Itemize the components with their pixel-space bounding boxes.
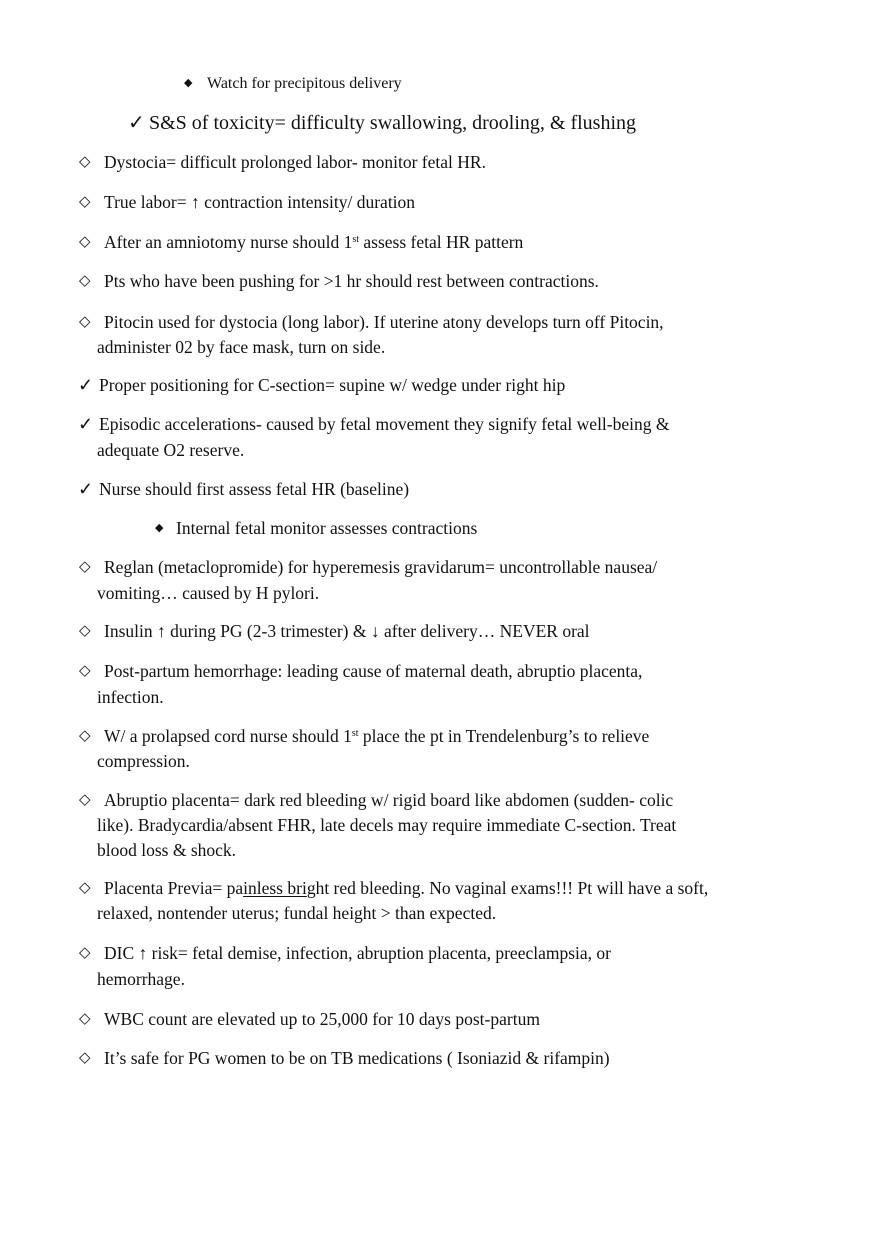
diamond-outline-icon: ◇: [79, 663, 91, 679]
note-text: Reglan (metaclopromide) for hyperemesis gravidarum= uncontrollable nausea/: [104, 557, 658, 577]
up-arrow-icon: ↑: [138, 943, 148, 963]
diamond-outline-icon: ◇: [79, 314, 91, 330]
diamond-bullet-icon: ◆: [155, 522, 164, 534]
note-text: Pts who have been pushing for >1 hr should rest between contractions.: [104, 271, 599, 291]
diamond-outline-icon: ◇: [79, 880, 91, 896]
down-arrow-icon: ↓: [370, 621, 380, 641]
diamond-outline-icon: ◇: [79, 194, 91, 210]
note-text: Dystocia= difficult prolonged labor- monitor fetal HR.: [104, 152, 486, 172]
checkmark-icon: ✓: [78, 479, 94, 499]
diamond-outline-icon: ◇: [79, 559, 91, 575]
note-text: It’s safe for PG women to be on TB medications ( Isoniazid & rifampin): [104, 1048, 610, 1068]
diamond-outline-icon: ◇: [79, 623, 91, 639]
note-text: Placenta Previa= painless bright red bleeding. No vaginal exams!!! Pt will have a soft,: [104, 878, 709, 898]
checkmark-icon: ✓: [128, 112, 145, 134]
note-text: WBC count are elevated up to 25,000 for 10 days post-partum: [104, 1009, 540, 1029]
note-text: Episodic accelerations- caused by fetal movement they signify fetal well-being &: [99, 414, 670, 434]
note-text: Nurse should first assess fetal HR (baseline): [99, 479, 410, 499]
note-text: DIC ↑ risk= fetal demise, infection, abruption placenta, preeclampsia, or: [104, 943, 611, 963]
note-text: Internal fetal monitor assesses contractions: [176, 518, 478, 538]
note-text: Watch for precipitous delivery: [207, 75, 402, 92]
note-text-continued: like). Bradycardia/absent FHR, late decels may require immediate C-section. Treat: [97, 815, 677, 835]
note-text-continued: administer 02 by face mask, turn on side.: [97, 337, 386, 357]
note-text-continued: compression.: [97, 751, 190, 771]
note-text: S&S of toxicity= difficulty swallowing, drooling, & flushing: [149, 112, 637, 134]
note-text: True labor= ↑ contraction intensity/ duration: [104, 192, 416, 212]
note-text: Pitocin used for dystocia (long labor). If uterine atony develops turn off Pitocin,: [104, 312, 664, 332]
checkmark-icon: ✓: [78, 375, 94, 395]
diamond-outline-icon: ◇: [79, 273, 91, 289]
checkmark-icon: ✓: [78, 414, 94, 434]
diamond-bullet-icon: ◆: [184, 77, 193, 89]
diamond-outline-icon: ◇: [79, 945, 91, 961]
note-text: Abruptio placenta= dark red bleeding w/ rigid board like abdomen (sudden- colic: [104, 790, 674, 810]
diamond-outline-icon: ◇: [79, 234, 91, 250]
note-text: Proper positioning for C-section= supine w/ wedge under right hip: [99, 375, 566, 395]
note-text: Post-partum hemorrhage: leading cause of maternal death, abruptio placenta,: [104, 661, 643, 681]
diamond-outline-icon: ◇: [79, 1050, 91, 1066]
up-arrow-icon: ↑: [191, 192, 200, 212]
note-text-continued: relaxed, nontender uterus; fundal height > than expected.: [97, 903, 497, 923]
diamond-outline-icon: ◇: [79, 1011, 91, 1027]
note-text-continued: blood loss & shock.: [97, 840, 237, 860]
note-text-continued: adequate O2 reserve.: [97, 440, 245, 460]
diamond-outline-icon: ◇: [79, 728, 91, 744]
note-text: W/ a prolapsed cord nurse should 1st place the pt in Trendelenburg’s to relieve: [104, 726, 650, 746]
diamond-outline-icon: ◇: [79, 792, 91, 808]
diamond-outline-icon: ◇: [79, 154, 91, 170]
note-text-continued: vomiting… caused by H pylori.: [97, 583, 320, 603]
note-text-continued: hemorrhage.: [97, 969, 185, 989]
note-text: After an amniotomy nurse should 1st assess fetal HR pattern: [104, 232, 524, 252]
up-arrow-icon: ↑: [157, 621, 166, 641]
note-text-continued: infection.: [97, 687, 164, 707]
note-text: Insulin ↑ during PG (2-3 trimester) & ↓ after delivery… NEVER oral: [104, 621, 590, 641]
